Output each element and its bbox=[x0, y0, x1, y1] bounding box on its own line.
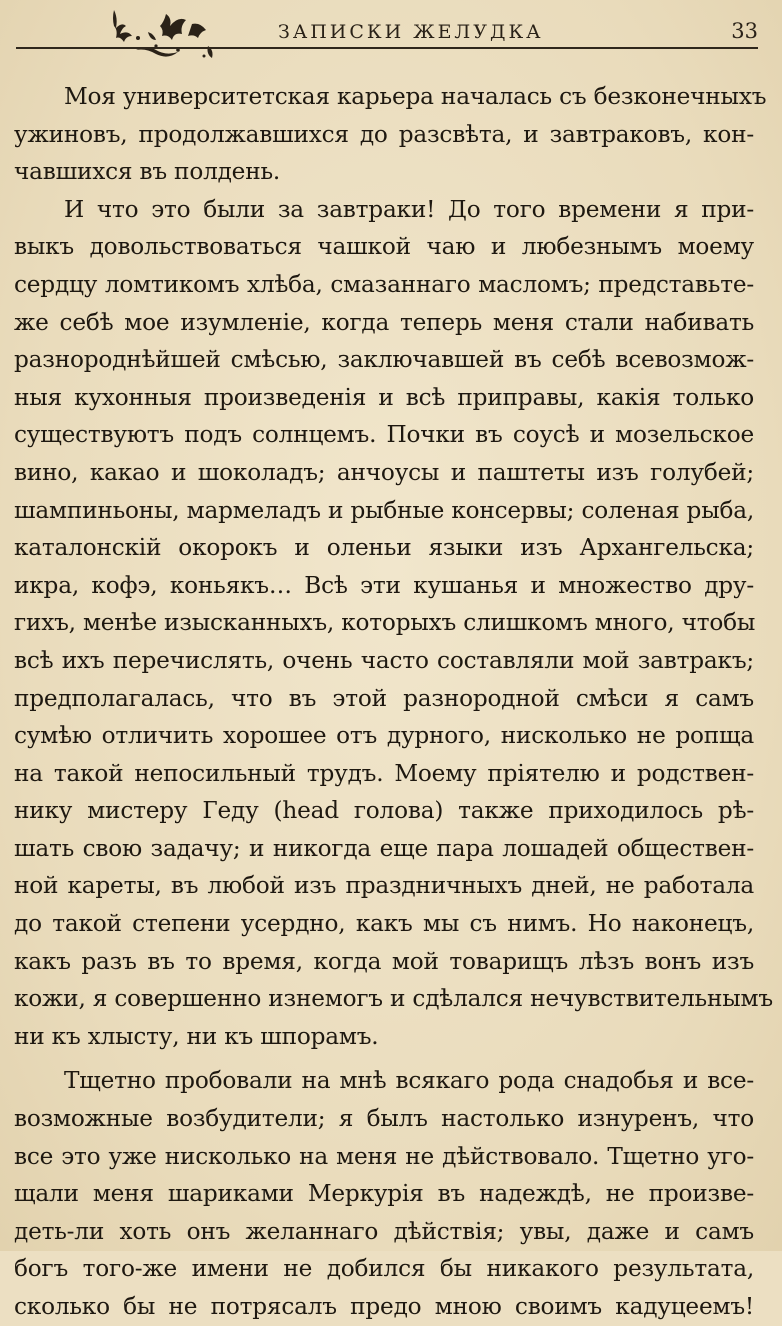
text-line: какъ разъ въ то время, когда мой товарищъ лѣзъ вонъ изъ bbox=[14, 947, 754, 975]
text-line: же себѣ мое изумленіе, когда теперь меня стали набивать bbox=[14, 308, 754, 336]
text-line: Моя университетская карьера началась съ безконечныхъ bbox=[64, 83, 767, 110]
text-line: вино, какао и шоколадъ; анчоусы и паштеты изъ голубей; bbox=[14, 458, 754, 486]
text-line: ной кареты, въ любой изъ праздничныхъ дней, не работала bbox=[14, 872, 754, 900]
text-line: ужиновъ, продолжавшихся до разсвѣта, и завтраковъ, кон- bbox=[14, 120, 754, 148]
text-line: нику мистеру Геду (head голова) также приходилось рѣ- bbox=[14, 797, 754, 825]
paragraph bbox=[14, 1062, 754, 1325]
text-line: Тщетно пробовали на мнѣ всякаго рода снадобья и все- bbox=[64, 1067, 754, 1095]
text-line: сумѣю отличить хорошее отъ дурного, нисколько не ропща bbox=[14, 722, 754, 750]
paragraph bbox=[14, 191, 773, 1056]
text-line: ныя кухонныя произведенія и всѣ приправы, какія только bbox=[14, 383, 754, 411]
text-line: до такой степени усердно, какъ мы съ нимъ. Но наконецъ, bbox=[14, 910, 754, 938]
text-line: все это уже нисколько на меня не дѣйствовало. Тщетно уго- bbox=[14, 1142, 754, 1170]
paragraph bbox=[14, 78, 767, 191]
page-header bbox=[20, 6, 770, 50]
text-line: гихъ, менѣе изысканныхъ, которыхъ слишкомъ много, чтобы bbox=[14, 609, 756, 637]
text-line: шать свою задачу; и никогда еще пара лошадей обществен- bbox=[14, 834, 754, 862]
body-text bbox=[14, 78, 773, 1326]
page-number: 33 bbox=[731, 19, 758, 43]
ornament-icon bbox=[108, 6, 238, 66]
text-line: кожи, я совершенно изнемогъ и сдѣлался нечувствительнымъ bbox=[14, 985, 773, 1013]
text-line: шампиньоны, мармеладъ и рыбные консервы; соленая рыба, bbox=[14, 496, 754, 524]
text-line: предполагалась, что въ этой разнородной смѣси я самъ bbox=[14, 684, 754, 712]
text-line: ни къ хлысту, ни къ шпорамъ. bbox=[14, 1022, 379, 1050]
text-line: возможные возбудители; я былъ настолько изнуренъ, что bbox=[14, 1105, 754, 1133]
text-line: деть-ли хоть онъ желаннаго дѣйствія; увы, даже и самъ bbox=[14, 1217, 754, 1245]
text-line: каталонскій окорокъ и оленьи языки изъ Архангельска; bbox=[14, 534, 754, 562]
text-line: всѣ ихъ перечислять, очень часто составляли мой завтракъ; bbox=[14, 646, 754, 674]
text-line: на такой непосильный трудъ. Моему пріятелю и родствен- bbox=[14, 759, 754, 787]
text-line: существуютъ подъ солнцемъ. Почки въ соусѣ и мозельское bbox=[14, 421, 754, 449]
text-line: разнороднѣйшей смѣсью, заключавшей въ себѣ всевозмож- bbox=[14, 346, 754, 374]
text-line: богъ того-же имени не добился бы никакого результата, bbox=[14, 1255, 754, 1283]
text-line: чавшихся въ полдень. bbox=[14, 158, 281, 186]
header-rule bbox=[16, 47, 758, 49]
text-line: икра, кофэ, коньякъ… Всѣ эти кушанья и множество дру- bbox=[14, 571, 754, 599]
running-title: ЗАПИСКИ ЖЕЛУДКА bbox=[278, 21, 544, 43]
text-line: сколько бы не потрясалъ предо мною своимъ кадуцеемъ! bbox=[14, 1293, 754, 1320]
text-line: выкъ довольствоваться чашкой чаю и любезнымъ моему bbox=[14, 233, 754, 261]
text-line: сердцу ломтикомъ хлѣба, смазаннаго масломъ; представьте- bbox=[14, 270, 754, 298]
text-line: щали меня шариками Меркурія въ надеждѣ, не произве- bbox=[14, 1180, 754, 1208]
text-line: И что это были за завтраки! До того времени я при- bbox=[64, 195, 754, 223]
